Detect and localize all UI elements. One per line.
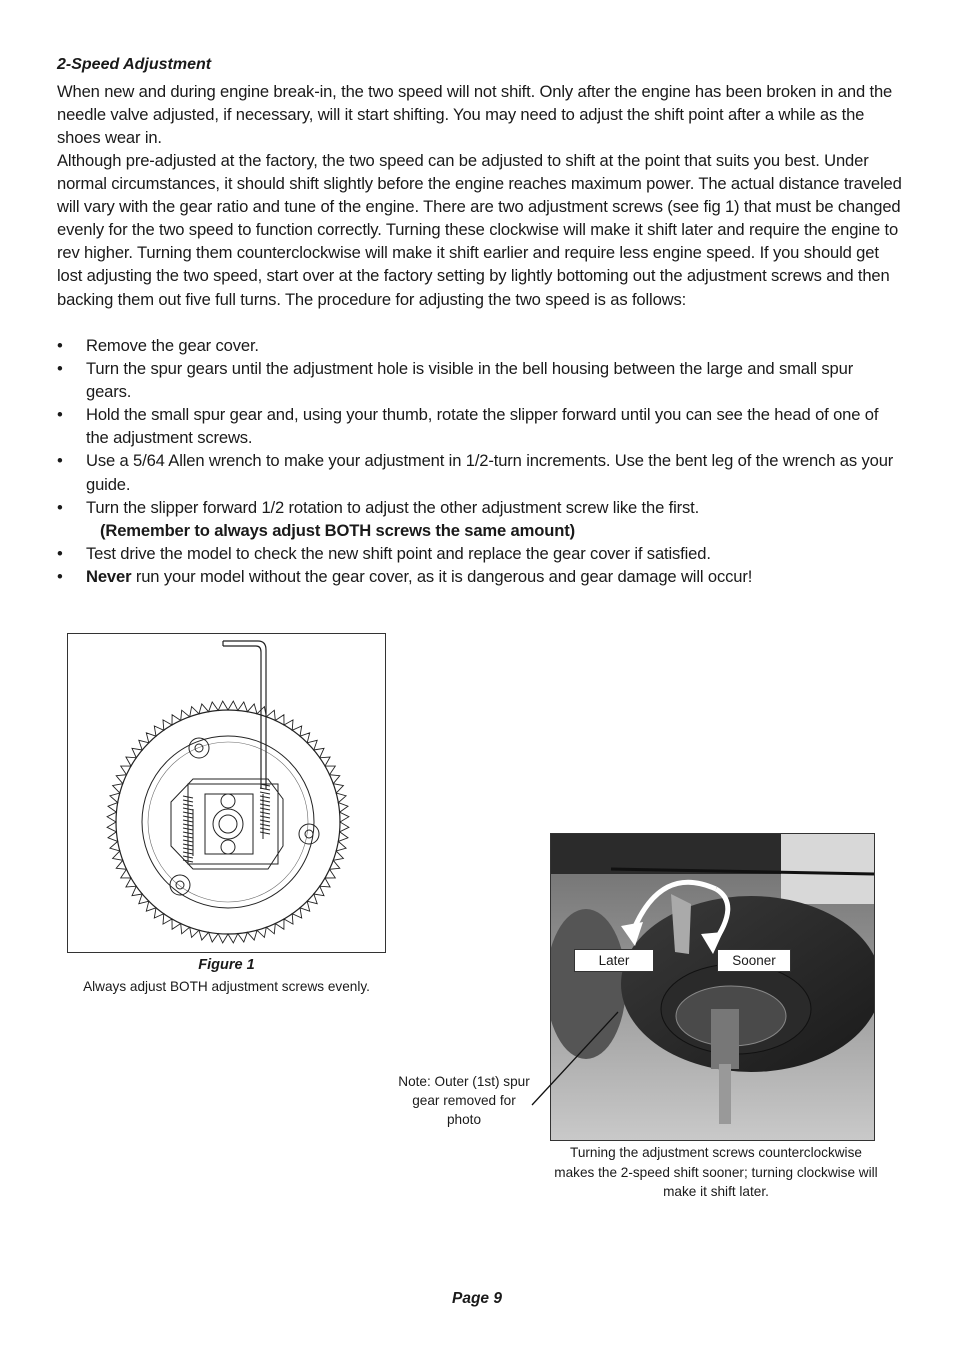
list-item: • Use a 5/64 Allen wrench to make your adjustment in 1/2-turn increments. Use the bent leg of the wrench as your guide.	[57, 451, 894, 494]
photo-note: Note: Outer (1st) spur gear removed for photo	[398, 1074, 530, 1127]
section-heading: 2-Speed Adjustment	[57, 56, 212, 73]
photo-caption: Turning the adjustment screws counterclockwise makes the 2-speed shift sooner; turning clockwise will make it shift later.	[554, 1145, 878, 1199]
list-item: • Turn the spur gears until the adjustment hole is visible in the bell housing between the large and small spur gears.	[57, 359, 854, 402]
adjustment-springs	[183, 784, 270, 862]
gear-diagram	[68, 634, 385, 952]
slipper-assembly	[171, 779, 283, 869]
bell-housing	[142, 736, 314, 908]
bullet: •	[57, 405, 63, 425]
bullet: •	[57, 497, 63, 517]
bullet: •	[57, 566, 63, 586]
reminder-note: (Remember to always adjust BOTH screws the same amount)	[100, 520, 575, 540]
figure-1-diagram	[67, 633, 386, 953]
list-item: • Turn the slipper forward 1/2 rotation to adjust the other adjustment screw like the first. (Remember to always adjust BOTH screws the same amount)	[57, 496, 902, 542]
list-item: • Hold the small spur gear and, using your thumb, rotate the slipper forward until you can see the head of one of the adjustment screws.	[57, 405, 879, 448]
bullet: •	[57, 543, 63, 563]
figure-1-caption: Always adjust BOTH adjustment screws evenly.	[83, 979, 370, 994]
gear-body	[116, 710, 340, 934]
note-pointer-line	[530, 1010, 620, 1110]
procedure-list	[57, 334, 902, 588]
page-number: Page 9	[452, 1290, 502, 1307]
bullet: •	[57, 336, 63, 355]
mounting-holes	[170, 738, 319, 895]
warning-word: Never	[86, 566, 132, 586]
bullet: •	[57, 451, 63, 471]
intro-paragraph: When new and during engine break-in, the two speed will not shift. Only after the engine has been broken in and the needle valve adjusted, if necessary, will it start shifting. You may need to adjust the shift point after a while as the shoes wear in.	[57, 82, 893, 148]
bullet: •	[57, 359, 63, 379]
list-item: • Test drive the model to check the new shift point and replace the gear cover if satisfied.	[57, 542, 902, 565]
figure-1-title: Figure 1	[198, 957, 255, 973]
list-item: • Never run your model without the gear cover, as it is dangerous and gear damage will occur!	[57, 565, 902, 588]
gear-teeth	[107, 701, 349, 943]
list-item: • Remove the gear cover.	[57, 334, 902, 357]
label-later: Later	[574, 949, 654, 972]
adjustment-paragraph: Although pre-adjusted at the factory, the two speed can be adjusted to shift at the point that suits you best. Under normal circumstances, it should shift slightly before the engine reaches maximum power. The actual distance traveled will vary with the gear ratio and tune of the engine. There are two adjustment screws (see fig 1) that must be changed evenly for the two speed to function correctly. Turning these clockwise will make it shift later and require the engine to rev higher. Turning them counterclockwise will make it shift earlier and require less engine speed. If you should get lost adjusting the two speed, start over at the factory setting by lightly bottoming out the adjustment screws and then backing them out five full turns. The procedure for adjusting the two speed is as follows:	[57, 151, 902, 309]
label-sooner: Sooner	[717, 949, 791, 972]
